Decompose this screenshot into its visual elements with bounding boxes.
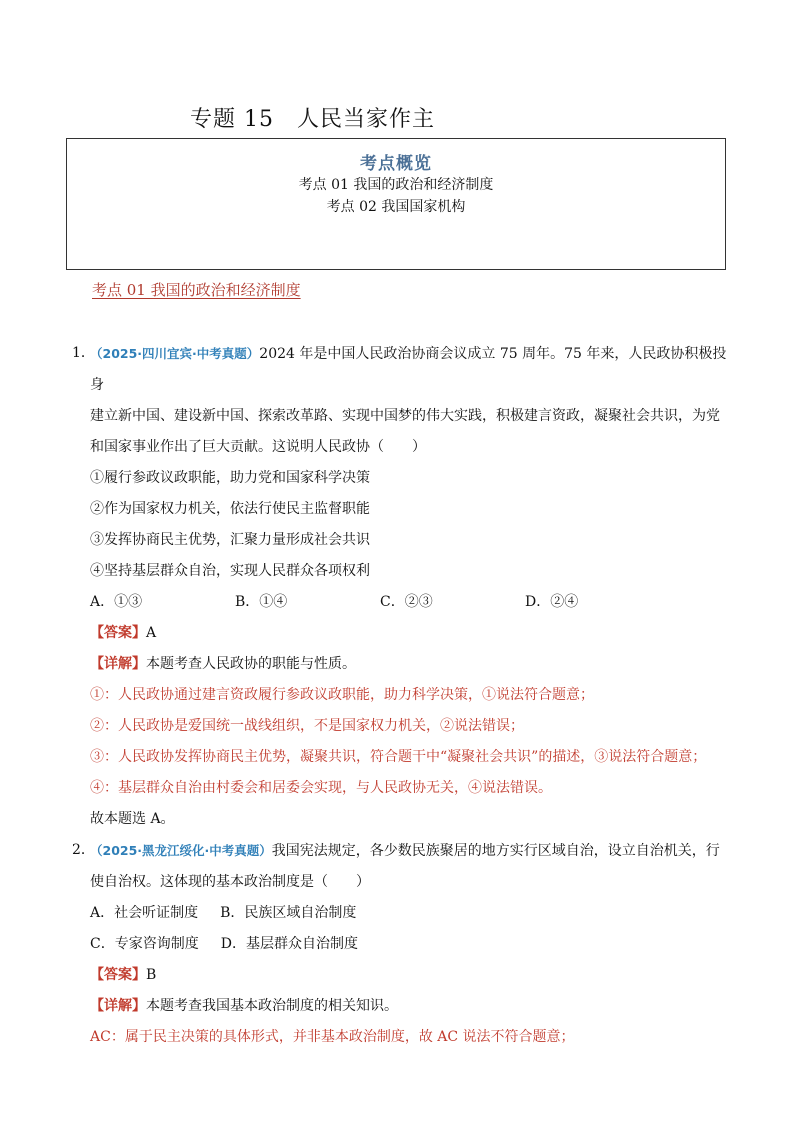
question-1-stem (72, 338, 732, 401)
analysis-line-4: ④：基层群众自治由村委会和居委会实现，与人民政协无关，④说法错误。 (90, 780, 552, 796)
answer-label: 【答案】 (90, 625, 146, 641)
question-source: （2025·四川宜宾·中考真题） (90, 346, 260, 361)
question-source: （2025·黑龙江绥化·中考真题） (90, 843, 272, 858)
detail-label: 【详解】 (90, 998, 146, 1014)
detail (72, 991, 732, 1022)
option-d[interactable]: D．基层群众自治制度 (220, 936, 358, 952)
answer (72, 960, 732, 991)
question-number: 2． (72, 842, 95, 858)
detail-text: 本题考查我国基本政治制度的相关知识。 (146, 998, 398, 1014)
analysis-line-1: ①：人民政协通过建言资政履行参政议政职能，助力科学决策，①说法符合题意； (90, 687, 594, 703)
detail (72, 649, 732, 680)
option-c[interactable]: C．专家咨询制度 (90, 936, 199, 952)
question-text: 2024 年是中国人民政治协商会议成立 75 周年。75 年来，人民政协积极投身 (90, 346, 727, 393)
question-text: 我国宪法规定，各少数民族聚居的地方实行区域自治，设立自治机关，行 (271, 843, 720, 859)
answer-value: B (146, 967, 157, 983)
detail-label: 【详解】 (90, 656, 146, 672)
option-d[interactable]: D．②④ (525, 594, 579, 610)
option-a[interactable]: A．①③ (90, 594, 143, 610)
question-2-stem (72, 835, 732, 867)
option-b[interactable]: B．民族区域自治制度 (220, 905, 357, 921)
option-c[interactable]: C．②③ (380, 594, 433, 610)
analysis-line-2: ②：人民政协是爱国统一战线组织，不是国家权力机关，②说法错误； (90, 718, 524, 734)
options-row (72, 587, 732, 618)
answer-value: A (146, 625, 157, 641)
answer-label: 【答案】 (90, 967, 146, 983)
analysis-line-3: ③：人民政协发挥协商民主优势，凝聚共识，符合题干中“凝聚社会共识”的描述，③说法符合题意； (90, 749, 707, 765)
analysis-line-1: AC：属于民主决策的具体形式，并非基本政治制度，故 AC 说法不符合题意； (90, 1029, 575, 1045)
overview-item-2[interactable]: 考点 02 我国国家机构 (326, 199, 466, 215)
detail-text: 本题考查人民政协的职能与性质。 (146, 656, 356, 672)
options-row (72, 929, 732, 960)
section-heading[interactable]: 考点 01 我国的政治和经济制度 (92, 281, 301, 299)
question-number: 1． (72, 345, 95, 361)
overview-box (66, 138, 726, 270)
option-a[interactable]: A．社会听证制度 (90, 905, 199, 921)
question-text-line: 建立新中国、建设新中国、探索改革路、实现中国梦的伟大实践，积极建言资政，凝聚社会共识，为党 (90, 408, 720, 424)
options-row (72, 898, 732, 929)
answer (72, 618, 732, 649)
question-list (72, 338, 732, 1053)
overview-item-1[interactable]: 考点 01 我国的政治和经济制度 (298, 177, 494, 193)
statement-2: ②作为国家权力机关，依法行使民主监督职能 (90, 501, 370, 517)
statement-1: ①履行参政议政职能，助力党和国家科学决策 (90, 470, 370, 486)
question-text-line: 和国家事业作出了巨大贡献。这说明人民政协（ ） (90, 439, 426, 455)
statement-4: ④坚持基层群众自治，实现人民群众各项权利 (90, 563, 370, 579)
page-title: 专题 15 人民当家作主 (190, 107, 435, 132)
conclusion: 故本题选 A。 (90, 811, 175, 827)
question-text-line: 使自治权。这体现的基本政治制度是（ ） (90, 874, 370, 890)
option-b[interactable]: B．①④ (235, 594, 288, 610)
statement-3: ③发挥协商民主优势，汇聚力量形成社会共识 (90, 532, 370, 548)
overview-title: 考点概览 (360, 154, 432, 174)
